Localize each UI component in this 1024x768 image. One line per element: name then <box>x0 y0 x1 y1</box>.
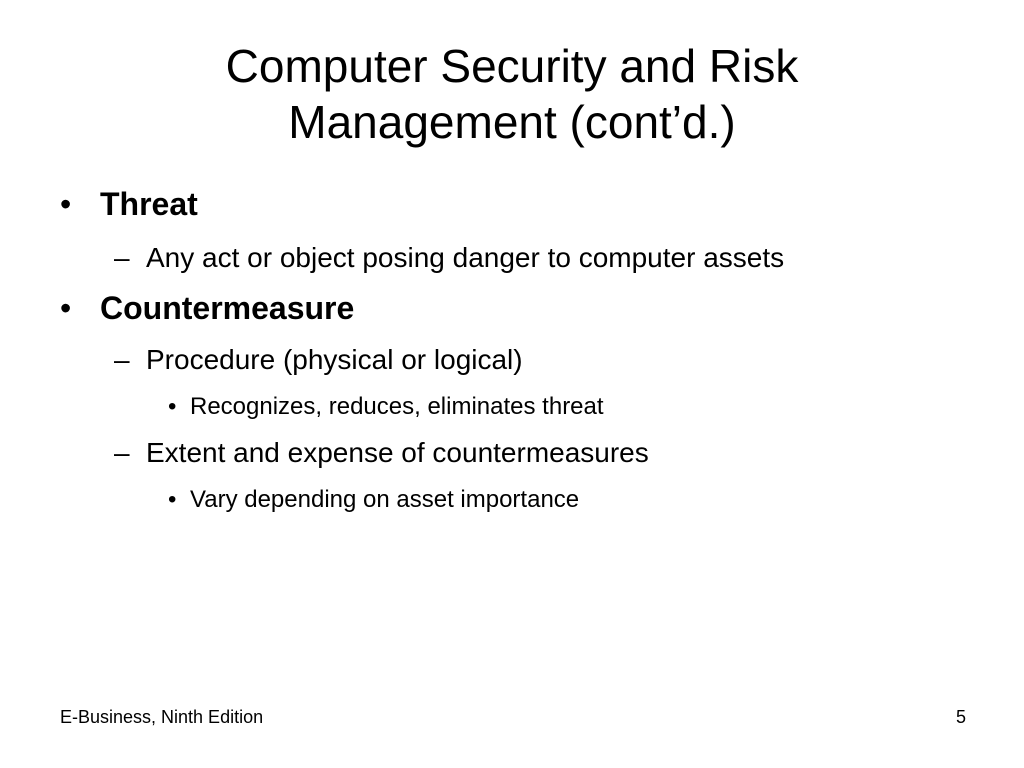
dash-marker: – <box>114 344 130 375</box>
dash-marker: – <box>114 242 130 273</box>
sub-bullet-text: Procedure (physical or logical) <box>146 344 523 375</box>
sub-sub-bullet-text: Recognizes, reduces, eliminates threat <box>190 393 604 420</box>
sub-bullet-text: Any act or object posing danger to computer assets <box>146 242 785 273</box>
sub-sub-bullet-text: Vary depending on asset importance <box>190 486 580 513</box>
footer-book-title: E-Business, Ninth Edition <box>60 707 264 727</box>
slide-title-line-1: Computer Security and Risk <box>225 40 799 92</box>
dash-marker: – <box>114 437 130 468</box>
slide-title <box>60 38 964 150</box>
small-bullet-marker: • <box>168 393 177 420</box>
sub-bullet-text: Extent and expense of countermeasures <box>146 437 649 468</box>
small-bullet-marker: • <box>168 486 177 513</box>
slide-title-line-2: Management (cont’d.) <box>288 96 736 148</box>
bullet-marker: • <box>60 186 72 222</box>
bullet-text: Threat <box>100 186 198 222</box>
bullet-text: Countermeasure <box>100 290 355 326</box>
bullet-marker: • <box>60 290 72 326</box>
page-number: 5 <box>955 707 966 727</box>
